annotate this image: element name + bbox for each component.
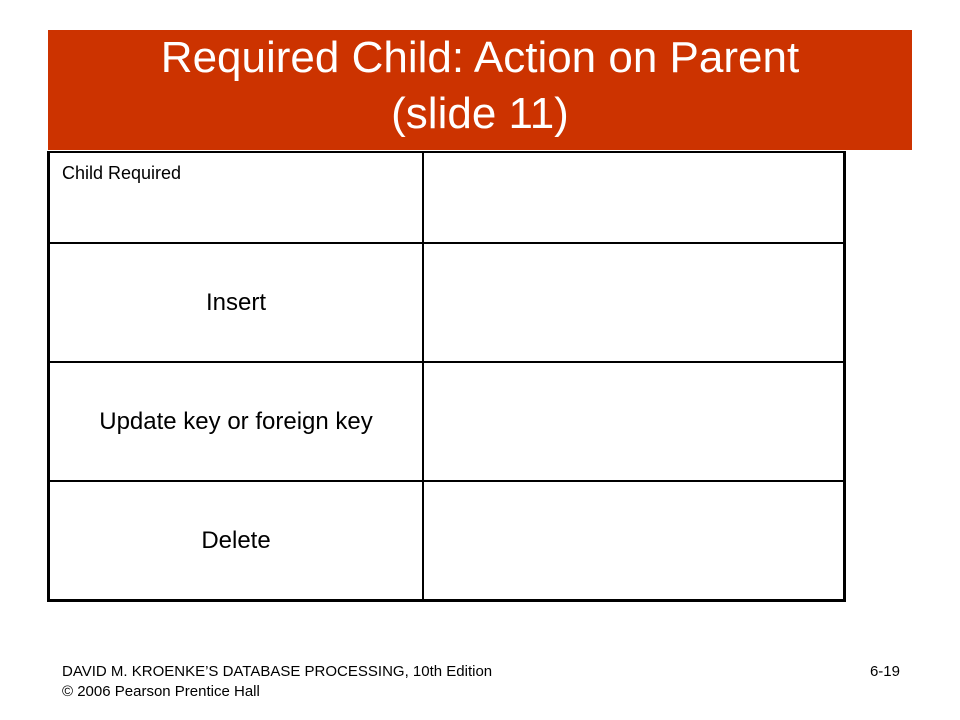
slide-number: 6-19	[869, 663, 900, 680]
slide-title	[48, 30, 912, 160]
table-row	[49, 362, 845, 481]
action-value-cell	[423, 481, 845, 601]
footer-copyright: © 2006 Pearson Prentice Hall	[62, 683, 260, 700]
action-table	[47, 151, 846, 602]
table-row	[49, 243, 845, 362]
action-value-cell	[423, 243, 845, 362]
table-header-right-cell	[423, 152, 845, 243]
table-row	[49, 481, 845, 601]
slide-title-line2: (slide 11)	[391, 89, 569, 138]
action-label-cell: Insert	[49, 243, 424, 362]
table-header-left-cell: Child Required	[49, 152, 424, 243]
action-label-cell: Update key or foreign key	[49, 362, 424, 481]
footer-citation	[62, 662, 492, 702]
slide-title-line1: Required Child: Action on Parent	[160, 33, 800, 82]
footer-book-title: DAVID M. KROENKE’S DATABASE PROCESSING, 10th Edition	[62, 663, 493, 680]
table-header-row	[49, 152, 845, 243]
action-label-cell: Delete	[49, 481, 424, 601]
action-value-cell	[423, 362, 845, 481]
